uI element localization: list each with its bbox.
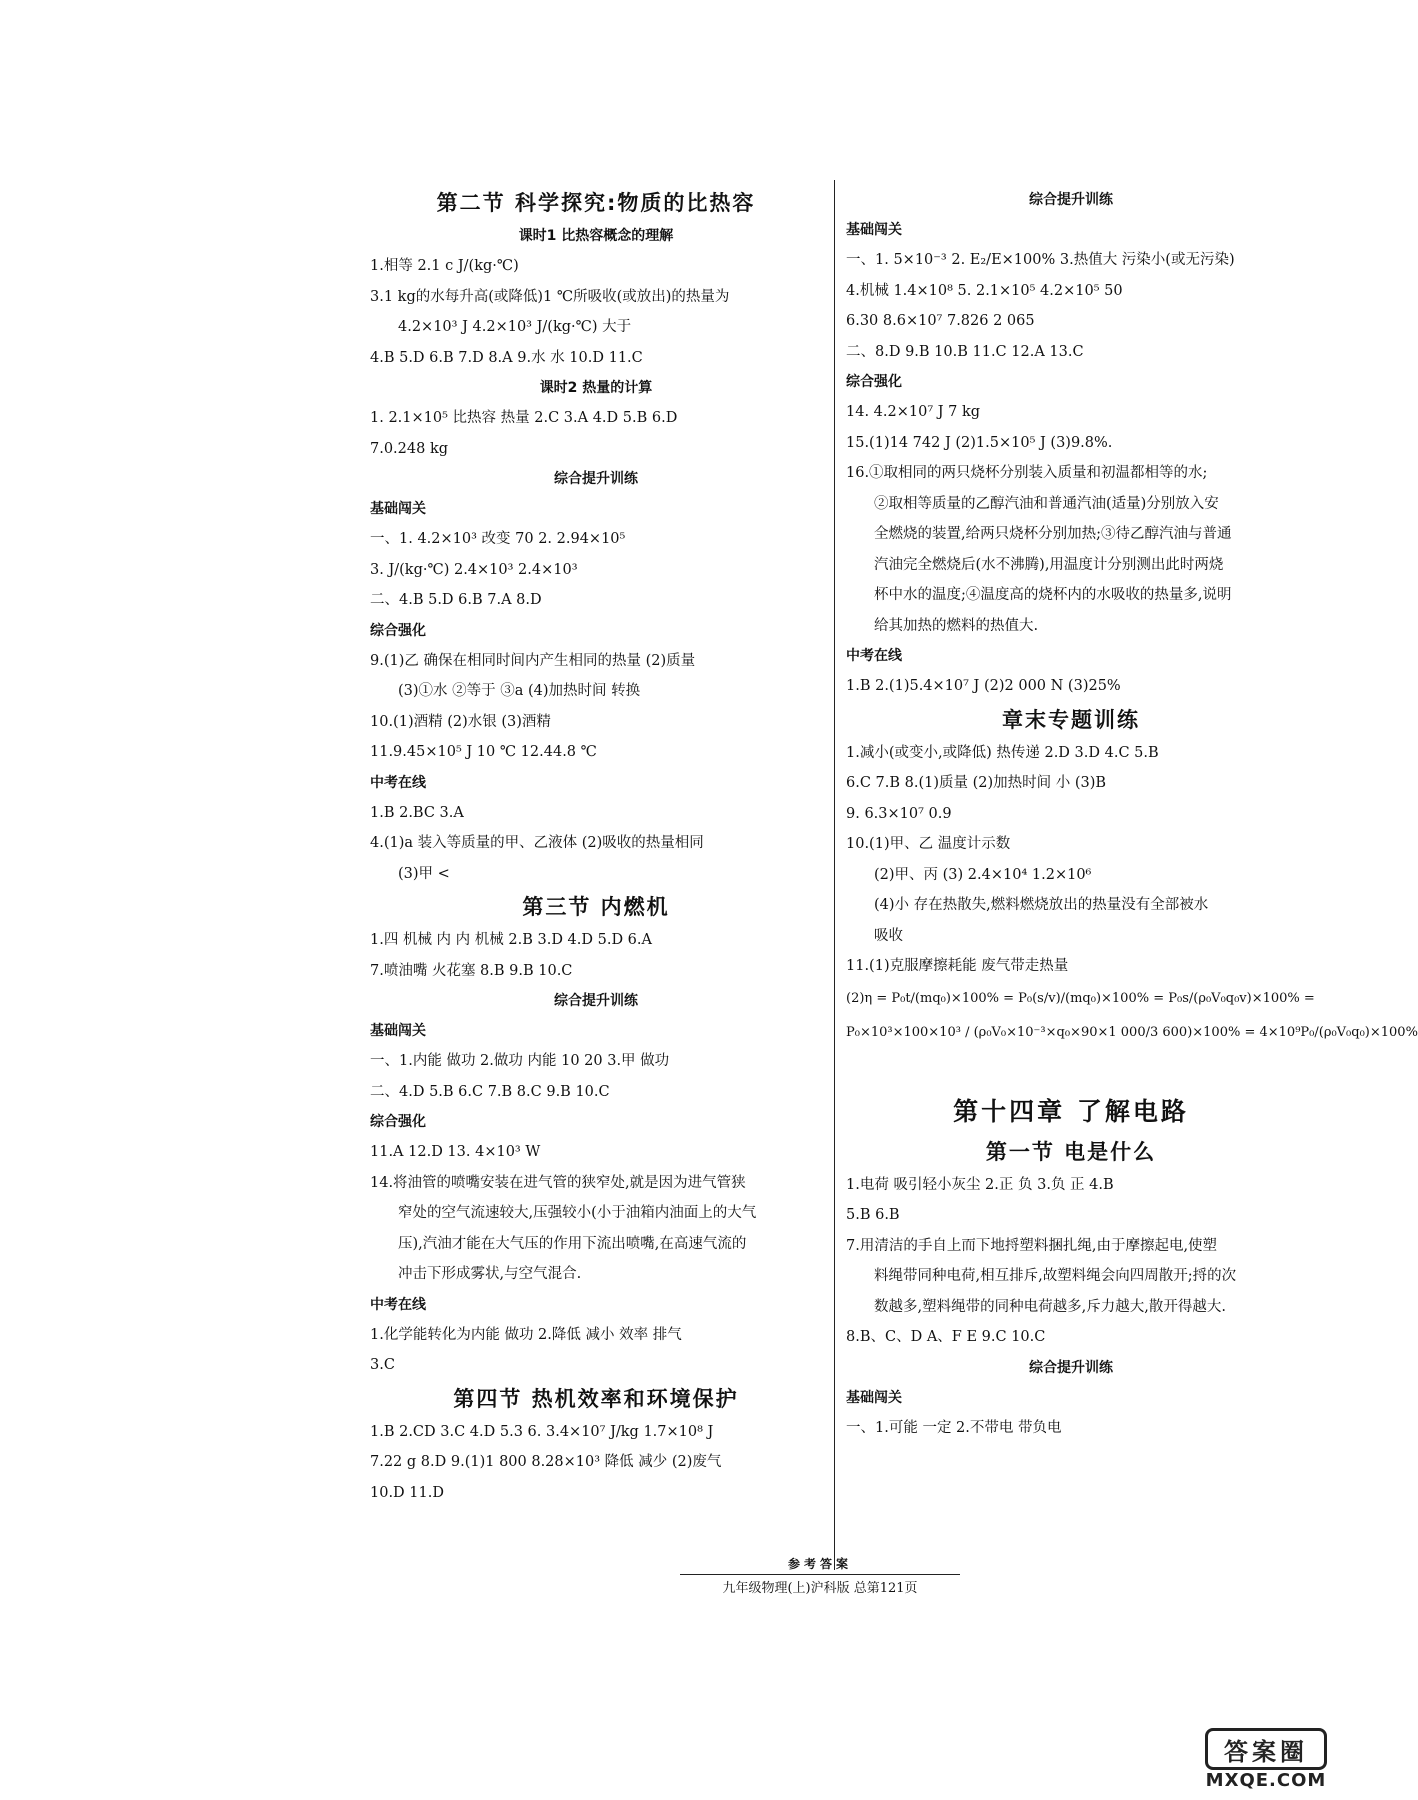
chapter-title: 第十四章 了解电路 — [953, 1096, 1189, 1126]
subheading: 中考在线 — [846, 648, 902, 664]
answer-line: 1. 2.1×10⁵ 比热容 热量 2.C 3.A 4.D 5.B 6.D — [370, 410, 678, 426]
answer-line: 二、4.B 5.D 6.B 7.A 8.D — [370, 592, 542, 608]
answer-line: 10.(1)甲、乙 温度计示数 — [846, 836, 1011, 852]
section-title: 第一节 电是什么 — [985, 1139, 1157, 1164]
subheading: 综合强化 — [370, 1114, 426, 1130]
answer-line: 一、1. 4.2×10³ 改变 70 2. 2.94×10⁵ — [370, 531, 626, 547]
section-title: 第二节 科学探究:物质的比热容 — [436, 191, 756, 215]
answer-line: 4.(1)a 装入等质量的甲、乙液体 (2)吸收的热量相同 — [370, 835, 704, 851]
answer-line: 4.2×10³ J 4.2×10³ J/(kg·℃) 大于 — [398, 319, 632, 335]
answer-line: 16.①取相同的两只烧杯分别装入质量和初温都相等的水; — [846, 465, 1208, 481]
answer-line: 10.D 11.D — [370, 1484, 444, 1501]
subheading: 中考在线 — [370, 774, 426, 791]
answer-line: 二、4.D 5.B 6.C 7.B 8.C 9.B 10.C — [370, 1083, 610, 1100]
answer-line: 给其加热的燃料的热值大. — [874, 617, 1039, 634]
subheading: 基础闯关 — [846, 222, 902, 238]
answer-line: 14.将油管的喷嘴安装在进气管的狭窄处,就是因为进气管狭 — [370, 1174, 746, 1191]
watermark-logo-box: 答案圈 — [1205, 1728, 1327, 1770]
answer-line: 4.B 5.D 6.B 7.D 8.A 9.水 水 10.D 11.C — [370, 349, 643, 366]
answer-line: 1.减小(或变小,或降低) 热传递 2.D 3.D 4.C 5.B — [846, 744, 1159, 761]
answer-line: 3.C — [370, 1357, 395, 1373]
answer-line: 14. 4.2×10⁷ J 7 kg — [846, 404, 981, 420]
subheading: 中考在线 — [370, 1296, 426, 1313]
answer-line: 1.电荷 吸引轻小灰尘 2.正 负 3.负 正 4.B — [846, 1176, 1114, 1193]
answer-line: 6.30 8.6×10⁷ 7.826 2 065 — [846, 313, 1035, 329]
formula-line: P₀×10³×100×10³ / (ρ₀V₀×10⁻³×q₀×90×1 000/3 600)×100% = 4×10⁹P₀/(ρ₀V₀q₀)×100% — [846, 1024, 1418, 1040]
answer-line: 二、8.D 9.B 10.B 11.C 12.A 13.C — [846, 343, 1084, 360]
answer-line: (4)小 存在热散失,燃料燃烧放出的热量没有全部被水 — [874, 897, 1209, 913]
footer-rule — [680, 1574, 960, 1575]
answer-line: 一、1. 5×10⁻³ 2. E₂/E×100% 3.热值大 污染小(或无污染) — [846, 252, 1235, 268]
subheading: 基础闯关 — [370, 1023, 426, 1039]
subheading: 基础闯关 — [370, 501, 426, 517]
subheading: 综合强化 — [846, 374, 902, 390]
subheading: 综合强化 — [370, 622, 426, 639]
formula-line: (2)η = P₀t/(mq₀)×100% = P₀(s/v)/(mq₀)×100% = P₀s/(ρ₀V₀q₀v)×100% = — [846, 990, 1315, 1006]
subheading: 基础闯关 — [846, 1389, 902, 1406]
answer-line: 6.C 7.B 8.(1)质量 (2)加热时间 小 (3)B — [846, 775, 1107, 791]
answer-line: (3)甲 < — [398, 865, 450, 882]
answer-line: 1.相等 2.1 c J/(kg·℃) — [370, 258, 519, 274]
lesson-title: 课时2 热量的计算 — [539, 380, 653, 396]
subsection-title: 综合提升训练 — [554, 993, 638, 1009]
subsection-title: 综合提升训练 — [1029, 1359, 1113, 1376]
answer-line: 全燃烧的装置,给两只烧杯分别加热;③待乙醇汽油与普通 — [874, 526, 1232, 542]
answer-line: 1.四 机械 内 内 机械 2.B 3.D 4.D 5.D 6.A — [370, 932, 652, 948]
section-title: 第三节 内燃机 — [522, 895, 670, 919]
answer-line: 压),汽油才能在大气压的作用下流出喷嘴,在高速气流的 — [398, 1235, 747, 1252]
answer-line: 数越多,塑料绳带的同种电荷越多,斥力越大,散开得越大. — [874, 1298, 1226, 1315]
answer-line: 冲击下形成雾状,与空气混合. — [398, 1266, 582, 1282]
answer-line: 10.(1)酒精 (2)水银 (3)酒精 — [370, 713, 551, 730]
answer-line: 5.B 6.B — [846, 1207, 900, 1223]
answer-line: 11.9.45×10⁵ J 10 ℃ 12.44.8 ℃ — [370, 744, 597, 760]
column-divider — [834, 180, 835, 1570]
answer-line: 1.B 2.CD 3.C 4.D 5.3 6. 3.4×10⁷ J/kg 1.7×10⁸ J — [370, 1423, 714, 1440]
subsection-title: 综合提升训练 — [1029, 192, 1113, 208]
footer-book-info: 九年级物理(上)沪科版 总第121页 — [722, 1581, 918, 1596]
subsection-title: 综合提升训练 — [554, 471, 638, 487]
left-column — [370, 185, 822, 1508]
watermark-site: MXQE.COM — [1205, 1770, 1327, 1791]
section-title: 第四节 热机效率和环境保护 — [453, 1386, 739, 1411]
answer-line: 8.B、C、D A、F E 9.C 10.C — [846, 1329, 1046, 1345]
answer-line: 窄处的空气流速较大,压强较小(小于油箱内油面上的大气 — [398, 1205, 757, 1221]
right-column — [846, 185, 1418, 1443]
answer-line: 7.0.248 kg — [370, 440, 449, 457]
answer-line: 杯中水的温度;④温度高的烧杯内的水吸收的热量多,说明 — [874, 587, 1232, 603]
answer-line: 7.用清洁的手自上而下地捋塑料捆扎绳,由于摩擦起电,使塑 — [846, 1237, 1218, 1254]
answer-line: 一、1.可能 一定 2.不带电 带负电 — [846, 1419, 1062, 1436]
answer-line: 一、1.内能 做功 2.做功 内能 10 20 3.甲 做功 — [370, 1053, 670, 1069]
answer-line: 1.B 2.(1)5.4×10⁷ J (2)2 000 N (3)25% — [846, 678, 1121, 694]
answer-line: 11.(1)克服摩擦耗能 废气带走热量 — [846, 958, 1069, 974]
answer-line: 15.(1)14 742 J (2)1.5×10⁵ J (3)9.8%. — [846, 434, 1113, 451]
page-footer — [670, 1555, 970, 1596]
answer-line: 9. 6.3×10⁷ 0.9 — [846, 805, 952, 822]
answer-line: 7.喷油嘴 火花塞 8.B 9.B 10.C — [370, 962, 573, 979]
answer-line: 1.B 2.BC 3.A — [370, 804, 464, 821]
answer-line: 4.机械 1.4×10⁸ 5. 2.1×10⁵ 4.2×10⁵ 50 — [846, 282, 1123, 299]
answer-line: 9.(1)乙 确保在相同时间内产生相同的热量 (2)质量 — [370, 652, 696, 669]
answer-line: 料绳带同种电荷,相互排斥,故塑料绳会向四周散开;捋的次 — [874, 1268, 1237, 1284]
answer-line: 3.1 kg的水每升高(或降低)1 ℃所吸收(或放出)的热量为 — [370, 288, 730, 305]
answer-line: (2)甲、丙 (3) 2.4×10⁴ 1.2×10⁶ — [874, 866, 1092, 883]
answer-line: ②取相等质量的乙醇汽油和普通汽油(适量)分别放入安 — [874, 495, 1219, 512]
watermark-logo — [1205, 1728, 1327, 1790]
answer-line: 11.A 12.D 13. 4×10³ W — [370, 1144, 541, 1160]
section-title: 章末专题训练 — [1002, 707, 1140, 732]
answer-line: 3. J/(kg·℃) 2.4×10³ 2.4×10³ — [370, 561, 578, 578]
answer-line: 1.化学能转化为内能 做功 2.降低 减小 效率 排气 — [370, 1326, 682, 1343]
answer-line: (3)①水 ②等于 ③a (4)加热时间 转换 — [398, 683, 641, 699]
answer-line: 7.22 g 8.D 9.(1)1 800 8.28×10³ 降低 减少 (2)废气 — [370, 1454, 722, 1470]
answer-line: 汽油完全燃烧后(水不沸腾),用温度计分别测出此时两烧 — [874, 556, 1224, 573]
footer-title: 参考答案 — [787, 1557, 852, 1571]
lesson-title: 课时1 比热容概念的理解 — [518, 228, 674, 244]
answer-line: 吸收 — [874, 927, 903, 944]
